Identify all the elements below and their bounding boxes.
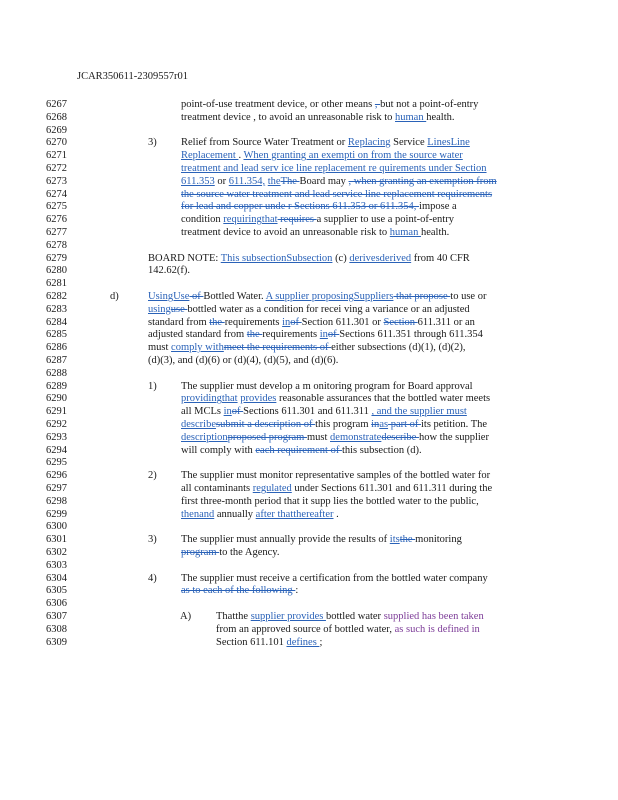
line-number: 6275: [46, 201, 67, 213]
inserted-text: treatment and lead serv ice line replacement re quirements under Section: [181, 163, 487, 174]
deleted-text: each requirement of: [255, 444, 342, 456]
deleted-text: the: [399, 534, 416, 546]
text-run: a supplier to use a point-of-entry: [316, 214, 454, 226]
text-run: but not a point-of-entry: [380, 99, 479, 110]
text-run: Section 611.301 or: [301, 316, 384, 328]
deleted-text: program: [181, 547, 220, 558]
line-number: 6279: [46, 252, 67, 264]
line-number: 6297: [46, 483, 67, 494]
deleted-text: part of: [388, 419, 422, 430]
deleted-text: Section: [383, 316, 418, 328]
text-run: health.: [426, 111, 455, 123]
inserted-text: A supplier proposingSuppliers: [265, 291, 394, 302]
deleted-text: describe: [381, 431, 419, 443]
text-run: Sections 611.301 and 611.311: [243, 406, 372, 418]
line-number: 6282: [46, 291, 67, 302]
text-run: requirements: [262, 329, 320, 341]
line-number: 6283: [46, 303, 67, 315]
inserted-text: 611.354,: [228, 175, 266, 187]
line-number: 6301: [46, 534, 67, 546]
text-run: Service: [390, 137, 428, 149]
deleted-text: proposed program: [227, 431, 307, 443]
text-line: [148, 329, 483, 341]
inserted-text: human: [395, 111, 427, 123]
text-run: condition: [181, 214, 224, 226]
text-run: :: [295, 585, 299, 597]
line-number: 6307: [46, 611, 67, 622]
inserted-text: When granting an exempti on from the source water: [243, 150, 463, 162]
inserted-text: using: [148, 303, 171, 315]
inserted-text: UsingUse: [148, 291, 190, 302]
text-run: .: [238, 150, 244, 162]
inserted-text: thenand: [181, 508, 215, 520]
deleted-text: the source water treatment and lead service line replacement requirements: [181, 188, 493, 200]
line-number: 6302: [46, 547, 67, 558]
deleted-text: The: [280, 175, 300, 187]
inserted-text: defines: [286, 636, 320, 648]
text-line: [181, 432, 489, 444]
deleted-text: of: [231, 406, 244, 418]
inserted-text: in: [223, 406, 232, 418]
deleted-text: , when granting an exemption from: [348, 175, 497, 187]
text-line: [148, 265, 190, 277]
text-run: to the Agency.: [219, 547, 280, 558]
text-line: [181, 137, 470, 149]
text-run: standard from: [148, 316, 210, 328]
deleted-text: of: [189, 291, 204, 302]
line-number: 6306: [46, 598, 67, 610]
deleted-text: as to each of the following: [181, 585, 296, 597]
text-run: reasonable assurances that the bottled water meets: [276, 393, 491, 405]
line-number: 6289: [46, 380, 67, 392]
text-run: Section 611.101: [216, 636, 287, 648]
inserted-text: , and: [371, 406, 395, 418]
inserted-text: comply with: [171, 342, 224, 354]
document-id: JCAR350611-2309557r01: [77, 71, 189, 82]
text-line: [181, 496, 479, 508]
line-number: 6270: [46, 137, 67, 149]
text-line: [216, 611, 484, 623]
text-run: or: [214, 175, 229, 187]
deleted-text: meet the requirements of: [223, 342, 332, 354]
text-run: .: [333, 508, 339, 520]
text-line: [181, 201, 457, 213]
text-run: point-of-use treatment device, or other means: [181, 99, 375, 110]
line-number: 6271: [46, 150, 67, 162]
inserted-text: human: [389, 227, 421, 238]
text-line: [148, 291, 486, 303]
inserted-text: derivesderived: [349, 252, 412, 264]
line-number: 6291: [46, 406, 67, 418]
text-run: The supplier must annually provide the results of: [181, 534, 390, 546]
line-number: 6276: [46, 214, 67, 226]
text-run: health.: [420, 227, 450, 238]
text-line: [148, 317, 475, 329]
text-run: first three-month period that it supp lies the bottled water to the public,: [181, 495, 479, 507]
text-line: [181, 112, 455, 124]
text-run: 611.311 or an: [417, 316, 475, 328]
text-run: has been taken: [421, 611, 484, 622]
paragraph-label: 2): [148, 470, 157, 482]
text-run: supplied: [383, 611, 420, 622]
inserted-text: as: [379, 419, 389, 430]
text-line: [148, 304, 470, 316]
paragraph-label: d): [110, 291, 119, 302]
line-number: 6278: [46, 239, 67, 251]
line-number: 6305: [46, 585, 67, 597]
text-run: its petition. The: [421, 419, 488, 430]
deleted-text: submit a description of: [215, 419, 316, 430]
text-line: [181, 547, 279, 559]
text-run: impose a: [419, 201, 457, 213]
paragraph-label: 3): [148, 534, 157, 546]
inserted-text: providingthat: [181, 393, 238, 405]
line-number: 6272: [46, 163, 67, 174]
deleted-text: use: [170, 303, 188, 315]
text-line: [148, 355, 338, 367]
text-line: [181, 470, 490, 482]
deleted-text: ,: [374, 99, 381, 110]
line-number: 6304: [46, 572, 67, 584]
text-line: [181, 214, 454, 226]
line-number: 6300: [46, 521, 67, 533]
text-run: Sections 611.351 through 611.354: [339, 329, 483, 341]
line-number: 6298: [46, 495, 67, 507]
text-line: [148, 342, 466, 354]
text-run: (c): [332, 252, 350, 264]
line-number: 6274: [46, 188, 67, 200]
text-run: bottled water as a condition for recei ving a variance or an adjusted: [187, 303, 470, 315]
inserted-text: Replacing: [347, 137, 391, 149]
text-run: must: [306, 431, 331, 443]
inserted-text: LinesLine: [427, 137, 470, 149]
line-number: 6273: [46, 175, 67, 187]
line-number: 6296: [46, 470, 67, 482]
text-line: [181, 99, 478, 111]
text-run: Thatthe: [216, 611, 251, 622]
line-number: 6284: [46, 316, 67, 328]
deleted-text: of: [290, 316, 302, 328]
inserted-text: provides: [240, 393, 277, 405]
inserted-text: regulated: [252, 483, 292, 494]
line-number: 6269: [46, 124, 67, 136]
inserted-text: in: [282, 316, 291, 328]
text-run: 142.62(f).: [148, 265, 190, 277]
text-run: either subsections (d)(1), (d)(2),: [331, 342, 466, 354]
inserted-text: supplier provides: [250, 611, 326, 622]
text-run: must: [148, 342, 172, 354]
text-run: how the supplier: [418, 431, 489, 443]
text-line: [181, 381, 473, 393]
text-run: this program: [315, 419, 372, 430]
paragraph-label: 1): [148, 380, 157, 392]
line-number: 6294: [46, 444, 67, 456]
text-run: will comply with: [181, 444, 256, 456]
deleted-text: for lead and copper unde r Sections 611.353 or 611.354,: [181, 201, 420, 213]
text-run: Bottled Water.: [203, 291, 266, 302]
text-run: ;: [319, 636, 323, 648]
deleted-text: that propose: [393, 291, 451, 302]
text-line: [181, 176, 497, 188]
inserted-text: Replacement: [181, 150, 239, 162]
text-line: [181, 534, 462, 546]
text-line: [181, 419, 487, 431]
deleted-text: the: [209, 316, 225, 328]
inserted-text: the: [267, 175, 281, 187]
text-line: [181, 509, 339, 521]
text-line: [181, 227, 449, 239]
line-number: 6285: [46, 329, 67, 341]
paragraph-label: 3): [148, 137, 157, 149]
line-number: 6268: [46, 111, 67, 123]
paragraph-label: 4): [148, 572, 157, 584]
inserted-text: its: [389, 534, 400, 546]
text-line: [181, 573, 488, 585]
line-number: 6293: [46, 431, 67, 443]
inserted-text: This subsectionSubsection: [220, 252, 333, 264]
text-run: Relief from Source Water Treatment or: [181, 137, 348, 149]
inserted-text: the supplier must: [394, 406, 467, 418]
line-number: 6277: [46, 227, 67, 238]
text-run: bottled water: [325, 611, 384, 622]
inserted-text: 611.353: [181, 175, 215, 187]
deleted-text: in: [371, 419, 380, 430]
text-run: from 40 CFR: [411, 252, 470, 264]
line-number: 6281: [46, 278, 67, 290]
text-run: under Sections 611.301 and 611.311 during the: [291, 483, 493, 494]
paragraph-label: A): [180, 611, 192, 622]
text-line: [181, 163, 487, 175]
text-run: requirements: [224, 316, 283, 328]
inserted-text: in: [319, 329, 328, 341]
inserted-text: requiringthat: [223, 214, 278, 226]
line-number: 6308: [46, 623, 67, 635]
line-number: 6286: [46, 342, 67, 354]
text-run: this subsection (d).: [341, 444, 422, 456]
text-line: [181, 150, 463, 162]
text-run: treatment device , to avoid an unreasonable risk to: [181, 111, 396, 123]
line-number: 6290: [46, 393, 67, 405]
line-number: 6267: [46, 99, 67, 110]
text-line: [181, 393, 490, 405]
line-number: 6303: [46, 559, 67, 571]
text-line: [181, 445, 422, 457]
text-line: [216, 624, 480, 636]
text-run: The supplier must receive a certification from the bottled water company: [181, 572, 488, 584]
line-number: 6295: [46, 457, 67, 469]
text-run: annually: [214, 508, 256, 520]
text-line: [181, 585, 298, 597]
line-number: 6280: [46, 265, 67, 277]
text-run: The supplier must develop a m onitoring program for Board approval: [181, 380, 473, 392]
text-line: [181, 189, 492, 201]
inserted-text: describe: [181, 419, 216, 430]
text-run: adjusted standard from: [148, 329, 247, 341]
text-line: [148, 253, 470, 265]
text-line: [216, 637, 322, 649]
text-run: The supplier must monitor representative samples of the bottled water for: [181, 470, 491, 482]
inserted-text: after thatthereafter: [255, 508, 334, 520]
deleted-text: the: [246, 329, 263, 341]
text-run: treatment device to avoid an unreasonable risk to: [181, 227, 390, 238]
text-run: Board may: [299, 175, 349, 187]
line-number: 6292: [46, 419, 67, 430]
text-run: as such is defined in: [394, 623, 480, 635]
inserted-text: description: [181, 431, 228, 443]
line-number: 6288: [46, 367, 67, 379]
line-number: 6287: [46, 355, 67, 366]
text-run: all contaminants: [181, 483, 253, 494]
text-run: (d)(3), and (d)(6) or (d)(4), (d)(5), and (d)(6).: [148, 355, 339, 366]
text-run: all MCLs: [181, 406, 224, 418]
line-number: 6309: [46, 636, 67, 648]
text-run: from an approved source of bottled water,: [216, 623, 395, 635]
inserted-text: demonstrate: [330, 431, 382, 443]
deleted-text: of: [327, 329, 340, 341]
text-run: BOARD NOTE:: [148, 252, 221, 264]
text-run: to use or: [450, 291, 487, 302]
line-number: 6299: [46, 508, 67, 520]
text-line: [181, 406, 467, 418]
text-line: [181, 483, 492, 495]
text-run: monitoring: [415, 534, 462, 546]
deleted-text: requires: [277, 214, 317, 226]
